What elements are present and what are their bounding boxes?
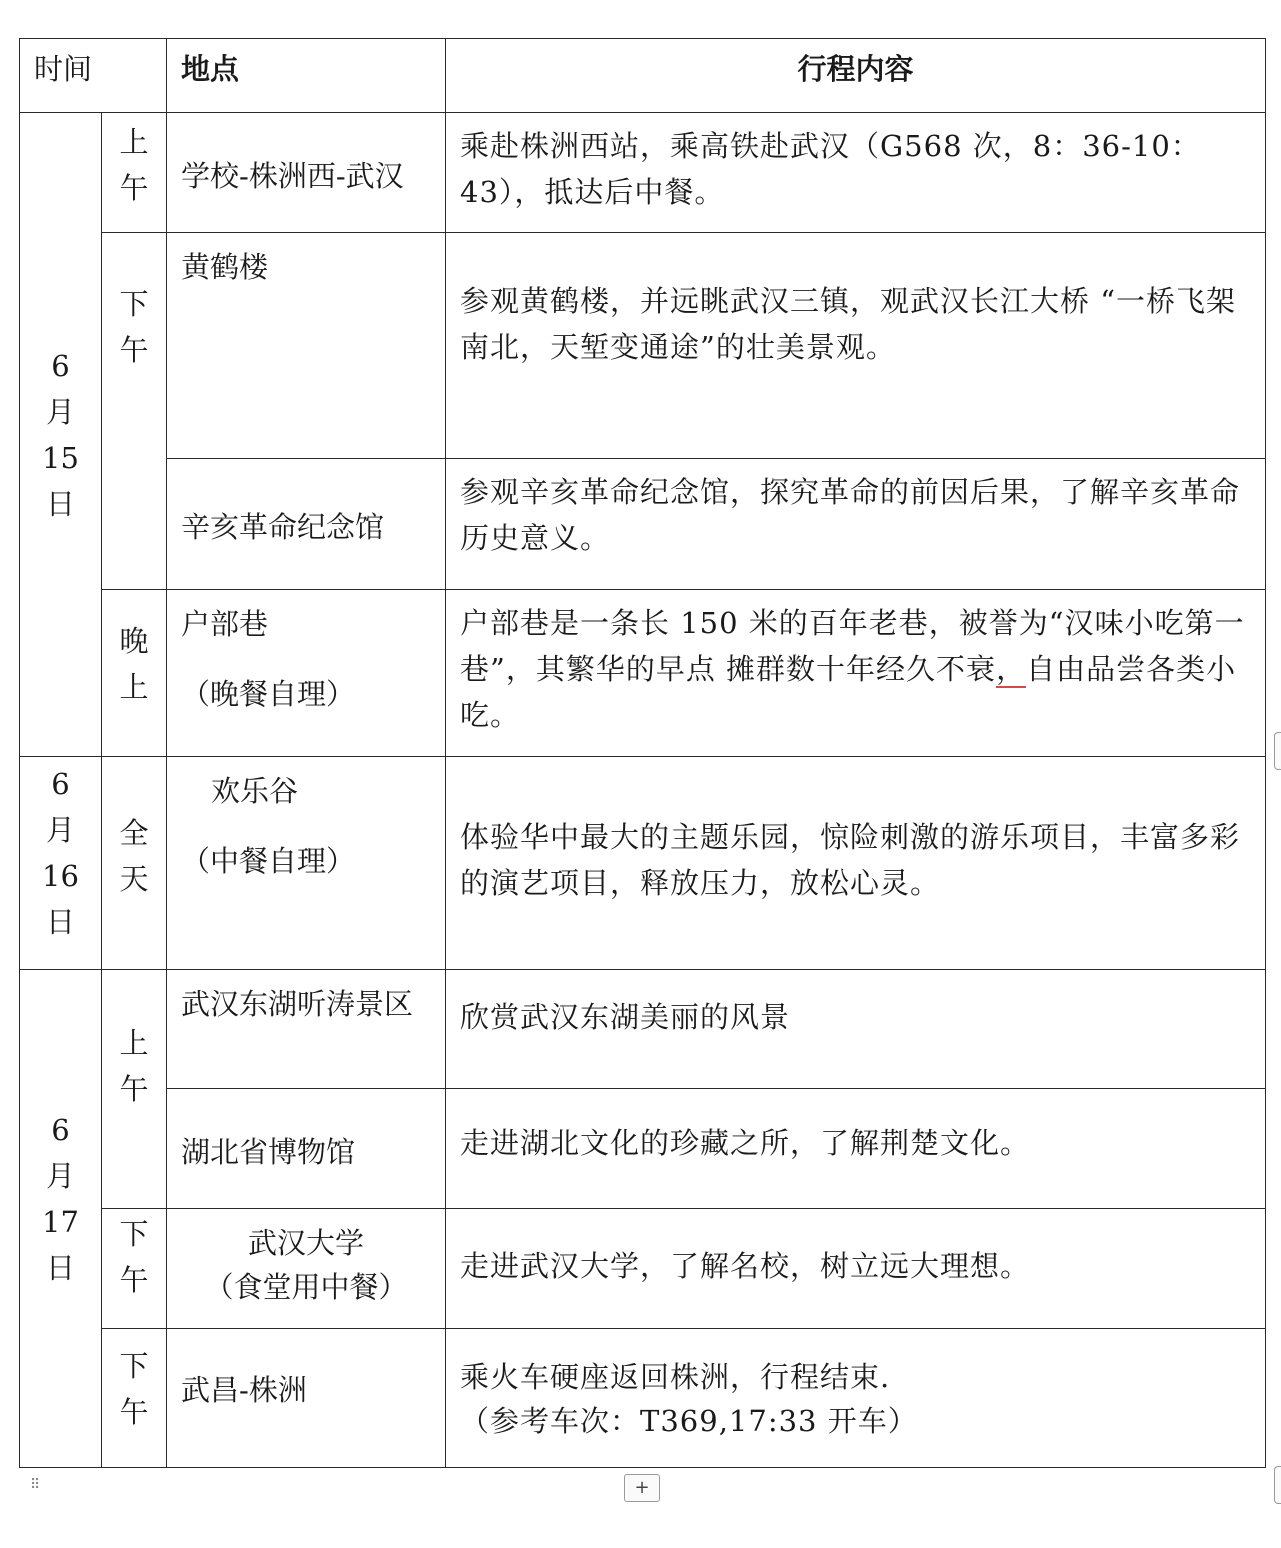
- table-row: [20, 233, 1266, 459]
- place-name: 户部巷: [181, 607, 269, 641]
- period-cell: [102, 113, 167, 233]
- period-label: 上 午: [119, 1026, 149, 1106]
- add-row-button[interactable]: +: [624, 1474, 660, 1502]
- place-cell: 湖北省博物馆: [167, 1089, 446, 1209]
- place-cell: 辛亥革命纪念馆: [167, 459, 446, 590]
- place-cell: [167, 1329, 446, 1468]
- date-cell-d3: [20, 970, 102, 1468]
- place-cell: 学校-株洲西-武汉: [167, 113, 446, 233]
- spellcheck-mark: ，: [996, 652, 1027, 686]
- description-cell: 欣赏武汉东湖美丽的风景: [446, 970, 1266, 1089]
- place-name: 武昌-株洲: [181, 1373, 307, 1407]
- period-label: 全 天: [119, 816, 149, 896]
- period-label: 上 午: [119, 125, 149, 205]
- description-cell: [446, 1089, 1266, 1209]
- place-name: 欢乐谷: [211, 774, 299, 808]
- description-cell: 乘赴株洲西站，乘高铁赴武汉（G568 次，8：36-10：43），抵达后中餐。: [446, 113, 1266, 233]
- description-text: 走进湖北文化的珍藏之所，了解荆楚文化。: [460, 1125, 1031, 1160]
- period-label: 晚 上: [119, 624, 149, 704]
- place-cell: 黄鹤楼: [167, 233, 446, 459]
- description-cell: 参观辛亥革命纪念馆，探究革命的前因后果，了解辛亥革命历史意义。: [446, 459, 1266, 590]
- place-cell: 武汉东湖听涛景区: [167, 970, 446, 1089]
- place-note: （食堂用中餐）: [204, 1270, 408, 1304]
- description-text: 体验华中最大的主题乐园，惊险刺激的游乐项目，丰富多彩的演艺项目，释放压力，放松心灵。: [460, 820, 1241, 900]
- date-label: 6 月 15 日: [42, 348, 79, 521]
- description-cell: [446, 1329, 1266, 1468]
- description-text: 参观黄鹤楼，并远眺武汉三镇，观武汉长江大桥 “一桥飞架南北，天堑变通途”的壮美景观。: [460, 283, 1237, 364]
- table-header-row: [20, 39, 1266, 113]
- place-note: （晚餐自理）: [181, 677, 356, 711]
- table-row: [20, 1209, 1266, 1329]
- period-cell: [102, 757, 167, 970]
- resize-handle[interactable]: [1274, 1466, 1281, 1504]
- period-cell: [102, 970, 167, 1209]
- description-text: 自由品尝各类小吃。: [460, 652, 1237, 732]
- place-note: （中餐自理）: [181, 844, 356, 878]
- description-cell: [446, 233, 1266, 459]
- date-label: 6 月 16 日: [42, 767, 79, 939]
- resize-handle[interactable]: [1274, 732, 1281, 770]
- description-cell: [446, 590, 1266, 757]
- place-cell: [167, 757, 446, 970]
- table-move-handle-icon[interactable]: ⠿: [30, 1477, 41, 1493]
- header-place: 地点: [167, 39, 446, 113]
- period-cell: [102, 1209, 167, 1329]
- table-row: [20, 459, 1266, 590]
- header-content: 行程内容: [446, 39, 1266, 113]
- date-label: 6 月 17 日: [42, 1112, 79, 1285]
- date-cell-d1: [20, 113, 102, 757]
- itinerary-table: [19, 38, 1266, 1468]
- description-text: 乘火车硬座返回株洲，行程结束.: [460, 1360, 891, 1394]
- table-row: [20, 113, 1266, 233]
- place-name: 武汉大学: [248, 1226, 365, 1260]
- table-row: [20, 590, 1266, 757]
- description-text: 户部巷是一条长 150 米的百年老巷，被誉为“汉味小吃第一巷”，其繁华的早点 摊群数十年经久不衰: [460, 606, 1245, 686]
- description-cell: [446, 1209, 1266, 1329]
- date-cell-d2: [20, 757, 102, 970]
- period-label: 下 午: [119, 287, 149, 367]
- period-label: 下 午: [119, 1217, 149, 1297]
- description-cell: [446, 757, 1266, 970]
- period-cell: [102, 590, 167, 757]
- place-cell: [167, 590, 446, 757]
- period-cell: [102, 233, 167, 590]
- table-row: [20, 1329, 1266, 1468]
- description-note: （参考车次：T369,17:33 开车）: [460, 1404, 918, 1438]
- table-row: [20, 970, 1266, 1089]
- period-label: 下 午: [119, 1349, 149, 1429]
- description-text: 走进武汉大学，了解名校，树立远大理想。: [460, 1248, 1031, 1283]
- period-cell: [102, 1329, 167, 1468]
- table-row: [20, 1089, 1266, 1209]
- header-time: 时间: [20, 39, 167, 113]
- table-row: [20, 757, 1266, 970]
- place-cell: [167, 1209, 446, 1329]
